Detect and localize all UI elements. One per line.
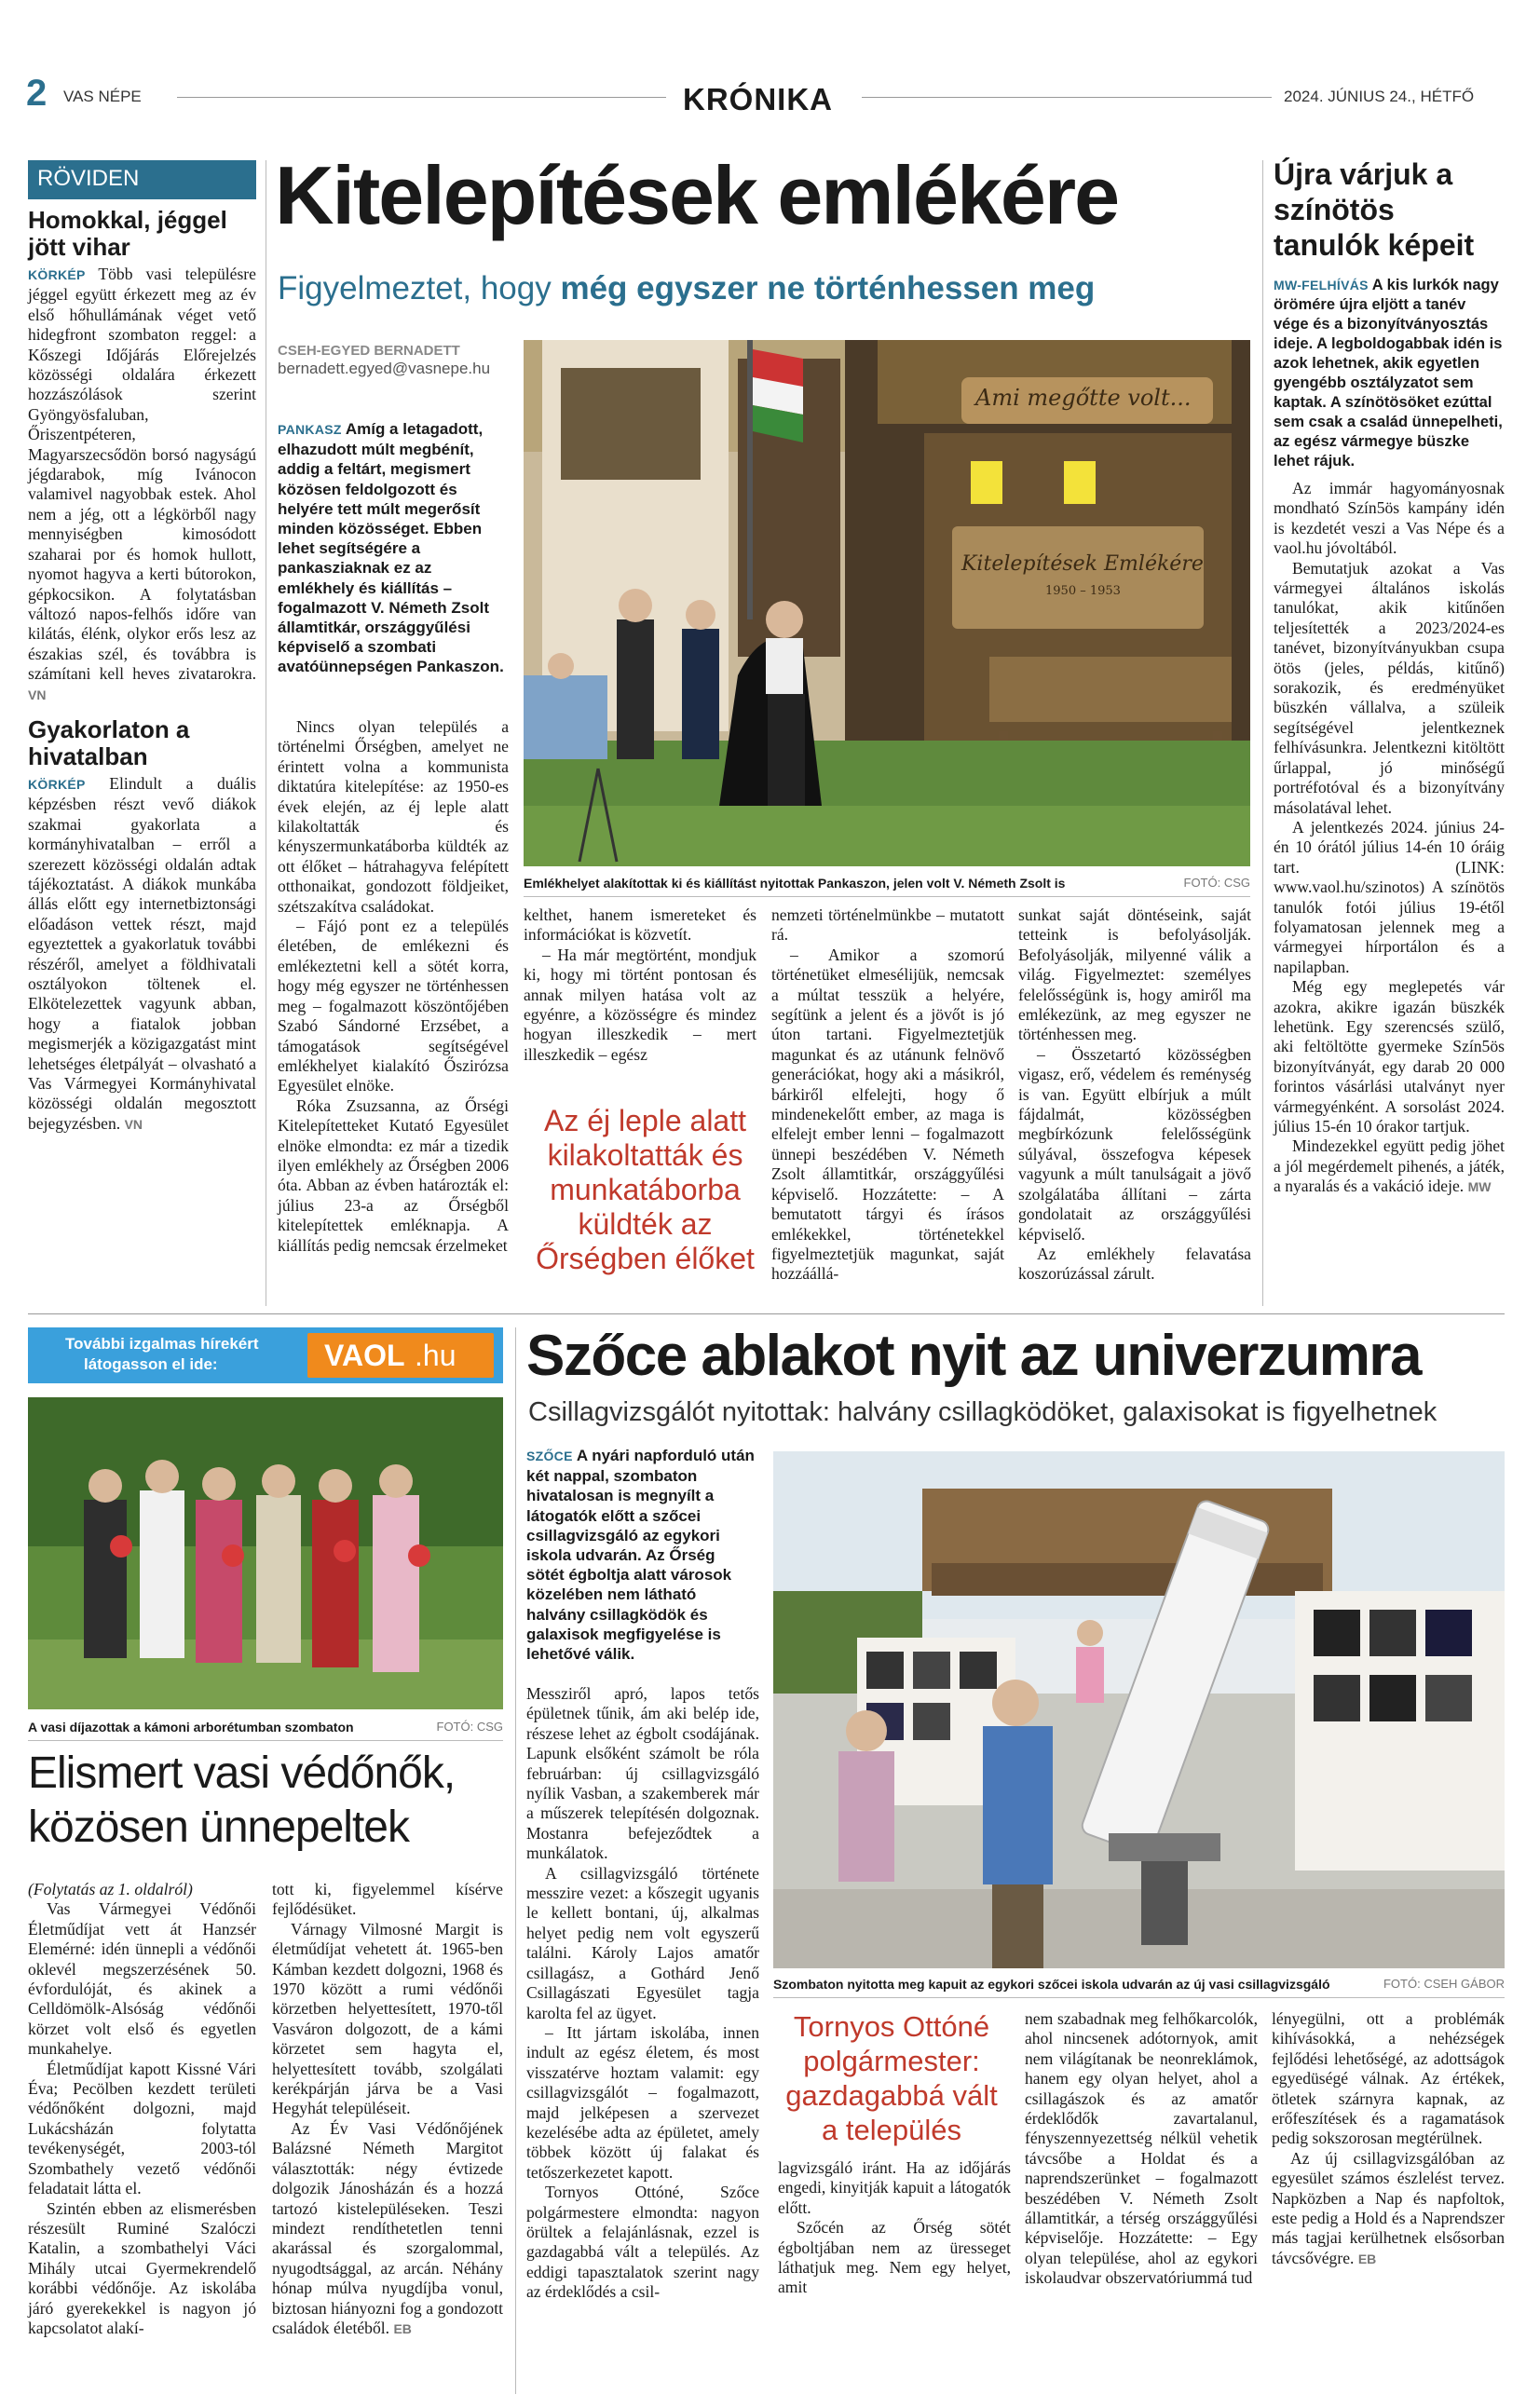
roviden-label: RÖVIDEN xyxy=(28,160,256,199)
author-email: bernadett.egyed@vasnepe.hu xyxy=(278,360,491,377)
sign-poster-1 xyxy=(971,461,1002,504)
vedonok-photo-credit: FOTÓ: CSG xyxy=(436,1720,503,1734)
szoce-photo-caption xyxy=(773,1977,1505,1992)
roviden-text-1 xyxy=(28,265,256,705)
main-col4-p1: sunkat saját döntéseink, saját tetteink is befolyásolják. Befolyásolják, milyenné válik a világ. Figyelmeztet: személyes felelősségünk is, hogy amiről ma emlékezünk, az meg egyszer ne történhessen meg. xyxy=(1018,905,1251,1044)
main-col4 xyxy=(1018,905,1251,1285)
vaol-tld: .hu xyxy=(415,1339,456,1372)
szoce-col1-p3: – Itt jártam iskolába, innen indult az egész életem, és most visszatérve hoztam valamit: egy csillagvizsgálót – fogalmazott, majd jelképesen a szervezet kezelésébe adta az épületet, amely többek között új falakat és tetőszerkezetet kapott. xyxy=(526,2022,759,2182)
main-col2-p1: kelthet, hanem ismereteket és információkat is közvetít. xyxy=(524,905,756,945)
main-col3-p2: – Amikor a szomorú történetüket elmesélijük, nemcsak a múltat tesszük a helyére, segítünk a jelent és a jövőt is jó úton tartani. Figyelmeztetjük magunkat és az utánunk felnövő generációkat, hogy aki a másikról, bárkiről elfelejti, hogy ő mindenekelőtt ember, az maga is elfelejt ember lenni – fogalmazott ünnepi beszédében V. Németh Zsolt államtitkár, országgyűlési képviselő. Hozzátette: – A bemutatott tárgyi és írásos emlékekkel, történetekkel figyelmeztetjük magunkat, saját hozzáállá- xyxy=(771,945,1004,1284)
szoce-photo-credit: FOTÓ: CSEH GÁBOR xyxy=(1383,1977,1505,1991)
vedonok-col1-p1: Vas Vármegyei Védőnői Életműdíjat vett át Hanzsér Elemérné: idén ünnepli a védőnői oklevél megszerzésének 50. évfordulóját, és akinek a Celldömölk-Alsóság védőnői körzet volt első és egyetlen munkahelye. xyxy=(28,1899,256,2059)
main-col2 xyxy=(524,905,756,1065)
szoce-sig: EB xyxy=(1357,2251,1377,2266)
vedonok-col2-p1: tott ki, figyelemmel kísérve fejlődésüket. xyxy=(272,1880,503,1919)
vedonok-col2-p3: Az Év Vasi Védőnőjének Balázsné Németh Margitot választották: négy évtizede dolgozik Jánosházán és a hozzá tartozó kistelepüléseken. Teszi mindezt rendíthetetlen tenni akarással és szorgalommal, nyugodtsággal, az arcán. Néhány hónap múlva nyugdíjba vonul, biztosan hiányozni fog a gondozott családok életéből. xyxy=(272,2118,503,2337)
main-col1-p3: Róka Zsuzsanna, az Őrségi Kitelepítetteket Kutató Egyesület elnöke elmondta: ez már a tizedik ilyen emlékhely az Őrségben 2006 óta. Abban az évben határozták el: július 23-a az Őrségből kitelepítettek emléknapja. A kiállítás pedig nemcsak érzelmeket xyxy=(278,1095,509,1255)
roviden-body-2: Elindult a duális képzésben részt vevő diákok szakmai gyakorlata a kormányhivatalban – erről a szerezett közösségi oldalán adtak tájékoztatást. A diákok munkába állás előtt egy internetbiztonsági előadáson vettek részt, majd egyeztettek a gyakorlatuk további részéről, amelyet a földhivatali osztályokon töltenek el. Elkötelezettek vagyunk abban, hogy a fiatalok jobban megismerjék a közigazgatást mint lehetséges életpályát – olvasható a Vas Vármegyei Kormányhivatal közösségi oldalán megosztott bejegyzésben. xyxy=(28,773,256,1133)
main-col3 xyxy=(771,905,1004,1285)
szoce-col3-p1: nem szabadnak meg felhőkarcolók, ahol nincsenek adótornyok, amit nem világítanak be neonreklámok, hanem egy olyan helyet, ahol a csillagászok és az amatőr érdeklődők zavartalanul, fényszennyezettség nélkül vehetik távcsőbe a Holdat és a naprendszerünket – fogalmazott beszédében V. Németh Zsolt államtitkár, a térség országgyűlési képviselője. Hozzátette: – Egy olyan települése, ahol az egykori iskolaudvar obszervatóriummá tud xyxy=(1025,2009,1258,2288)
main-col1-p1: Nincs olyan település a történelmi Őrségben, amelyet ne érintett volna a kommunista diktatúra kitelepítése: az 1950-es évek elején, az éj leple alatt kilakoltatták és kényszermunkatáborba küldték az ott élőket – hátrahagyva felépített otthonaikat, gondozott földjeiket, szétszakítva családokat. xyxy=(278,717,509,916)
roviden-sig-2: VN xyxy=(124,1116,143,1132)
right-sig: MW xyxy=(1467,1179,1492,1195)
subtitle-bold: még egyszer ne történhessen meg xyxy=(560,270,1096,306)
sign-text-main: Kitelepítések Emlékére xyxy=(961,552,1204,576)
right-col-divider xyxy=(1262,160,1263,1306)
sign-text-top: Ami megőtte volt... xyxy=(975,385,1192,411)
vedonok-caption-text: A vasi díjazottak a kámoni arborétumban szombaton xyxy=(28,1720,354,1735)
page-number: 2 xyxy=(26,73,48,114)
vaol-brand: VAOL xyxy=(324,1339,405,1372)
szoce-kicker: SZŐCE xyxy=(526,1449,573,1463)
szoce-col4 xyxy=(1272,2009,1505,2269)
vedonok-caption-rule xyxy=(28,1740,503,1741)
bottom-divider xyxy=(515,1327,516,2394)
main-kicker: PANKASZ xyxy=(278,422,342,437)
right-p3: A jelentkezés 2024. június 24-én 10 órától július 14-én 10 óráig tart. (LINK: www.vaol.hu/szinotos) A színötös tanulók fotói július 19-étől folyamatosan jelennek meg a vármegyei hírportálon és a napilapban. xyxy=(1274,817,1505,976)
vedonok-col2 xyxy=(272,1880,503,2339)
vaol-banner-text-1: További izgalmas hírekért xyxy=(65,1335,259,1353)
vedonok-title: Elismert vasi védőnők, közösen ünnepeltek xyxy=(28,1748,456,1852)
author-name: CSEH-EGYED BERNADETT xyxy=(278,343,460,359)
vaol-logo[interactable] xyxy=(307,1333,494,1378)
right-p1: Az immár hagyományosnak mondható Szín5ös kampány idén is kezdetét veszi a Vas Népe és a vaol.hu jóvoltából. xyxy=(1274,479,1505,558)
issue-date: 2024. JÚNIUS 24., HÉTFŐ xyxy=(1284,88,1475,105)
main-col4-p2: – Összetartó közösségben vigasz, erő, védelem és reménység is van. Együtt elbírjuk a múlt fájdalmát, közösségben megbírkózunk felelősségünk súlyával, összefogva képesek vagyunk a múlt tanulságait a jövő szolgálatába állítani – zárta gondolatait az országgyűlési képviselő. xyxy=(1018,1044,1251,1244)
sign-years: 1950 – 1953 xyxy=(1045,584,1121,598)
main-photo-caption-text: Emlékhelyet alakítottak ki és kiállítást nyitottak Pankaszon, jelen volt V. Németh Zsolt is xyxy=(524,876,1066,891)
vedonok-col2-p2: Várnagy Vilmosné Margit is életműdíjat vehetett át. 1965-ben Kámban kezdett dolgozni, 1968 és 1970 között a rumi védőnői körzetben helyettesített, 1970-től Vasváron dolgozott, de a kámi körzetet sem hagyta el, helyettesített tovább, szolgálati kerékpárján járva be a Vasi Hegyhát településeit. xyxy=(272,1919,503,2118)
right-article-title: Újra várjuk a színötös tanulók képeit xyxy=(1274,157,1475,262)
szoce-subtitle: Csillagvizsgálót nyitottak: halvány csillagködöket, galaxisokat is figyelhetnek xyxy=(528,1397,1437,1427)
szoce-col2-p2: Szőcén az Őrség sötét égboltjában nem az üresseget láthatjuk meg. Nem egy helyet, amit xyxy=(778,2218,1011,2297)
vedonok-photo-caption xyxy=(28,1720,503,1735)
main-pullquote: Az éj leple alatt kilakoltatták és munkatáborba küldték az Őrségben élőket xyxy=(536,1104,755,1275)
main-col1-p2: – Fájó pont ez a település életében, de emlékezni és emlékeztetni kell a sötét korra, hogy még egyszer ne történhessen meg – fogalmazott köszöntőjében Szabó Sándorné Erzsébet, a támogatások segítségével emlékhelyet kialakító Őszirózsa Egyesület elnöke. xyxy=(278,917,509,1095)
main-article-byline xyxy=(278,343,506,378)
right-p4: Még egy meglepetés vár azokra, akikre igazán büszkék lehetünk. Egy szerencsés szülő, aki feltöltötte gyermeke Szín5ös bizonyítványát, egy darab 20 000 forintos vásárlási utalványt nyer vármegyénként. A sorsolást 2024. július 15-én 10 órakor tartjuk. xyxy=(1274,977,1505,1136)
szoce-caption-rule xyxy=(773,1997,1505,1998)
roviden-body-1: Több vasi településre jéggel együtt érkezett meg az év első hőhullámának véget vető hidegfront szombaton reggel: a Kőszegi Időjárás Előrejelzés közösségi oldalára érkezett hozzászólások szerint Gyöngyösfaluban, Őriszentpéteren, Magyarszecsődön borsó nagyságú jégdarabok, míg Ivánocon valamivel nagyobbak estek. Ahol nem a jég, ott a légkörből nagy mennyiségben kimosódott szaharai por és homok hullott, nyomot hagyva a kerti bútorokon, gépkocsikon. A folytatásban változó napos-felhős időre van kilátás, élénk, olykor erős lesz az északias szél, és továbbra is számítani kell heves zivatarokra. xyxy=(28,265,256,684)
vedonok-col1-p2: Életműdíjat kapott Kissné Vári Éva; Pecölben kezdett területi védőnőként dolgozni, majd Lukácsházán folytatta tevékenységét, 2003-tól Szombathely vezető védőnői feladatait látta el. xyxy=(28,2059,256,2198)
main-article-title: Kitelepítések emlékére xyxy=(275,149,1119,241)
right-p5: Mindezekkel együtt pedig jöhet a jól megérdemelt pihenés, a játék, a nyaralás és a vakáció ideje. xyxy=(1274,1136,1505,1196)
vedonok-col1-p3: Szintén ebben az elismerésben részesült Ruminé Szalóczi Katalin, a szombathelyi Váci Mihály utcai Gyermekrendelő korábbi védőnője. Az iskolába járó gyerekekkel is nagyon jó kapcsolatot alakí- xyxy=(28,2198,256,2337)
roviden-column xyxy=(28,160,256,1306)
right-article xyxy=(1274,156,1505,1198)
main-col1 xyxy=(278,717,509,1256)
szoce-col2 xyxy=(778,2158,1011,2298)
szoce-lead-text: A nyári napforduló után két nappal, szombaton hivatalosan is megnyílt a látogatók előtt a szőcei csillagvizsgáló az egykori iskola udvarán. Az Őrség sötét égboltja alatt városok közelében nem látható halvány csillagködök és galaxisok megfigyelése is lehetővé válik. xyxy=(526,1447,755,1664)
header-rule-left xyxy=(177,97,666,98)
roviden-text-2 xyxy=(28,774,256,1135)
roviden-kicker-1: KÖRKÉP xyxy=(28,267,86,282)
szoce-photo xyxy=(773,1451,1505,1968)
szoce-col1-p2: A csillagvizsgáló története messzire vezet: a kőszegit ugyanis le kellett bontani, új, alkalmas helyet pedig nem volt egyszerű találni. Károly Lajos amatőr csillagász, a Gothárd Jenő Csillagászati Egyesület tagja karolta fel az ügyet. xyxy=(526,1863,759,2022)
main-col2-p2: – Ha már megtörtént, mondjuk ki, hogy mi történt pontosan és annak milyen hatása volt az egyénre, a közösségre és mindez hogyan illeszkedik – mert illeszkedik – egész xyxy=(524,945,756,1064)
szoce-title: Szőce ablakot nyit az univerzumra xyxy=(526,1324,1422,1388)
page-header xyxy=(0,0,1526,116)
right-kicker: MW-FELHÍVÁS xyxy=(1274,278,1369,292)
szoce-col3 xyxy=(1025,2009,1258,2289)
main-article-subtitle xyxy=(278,270,1265,307)
szoce-col4-p2: Az új csillagvizsgálóban az egyesület számos észlelést tervez. Napközben a Nap és napfoltok, este pedig a Hold és a Naprendszer más tagjai kerülhetnek elsősorban távcsővégre. xyxy=(1272,2148,1505,2267)
main-photo-caption xyxy=(524,876,1250,891)
main-article-lead xyxy=(278,419,509,677)
szoce-lead xyxy=(526,1446,755,1664)
header-rule-right xyxy=(862,97,1272,98)
main-lead-text: Amíg a letagadott, elhazudott múlt megbénít, addig a feltárt, megismert közösen feldolgozott és helyére tett múlt megerősít minden közösséget. Ebben lehet segítségére a pankasziaknak ez az emlékhely és kiállítás – fogalmazott V. Németh Zsolt államtitkár, országgyűlési képviselő a szombati avatóünnepségen Pankaszon. xyxy=(278,420,504,676)
roviden-title-1: Homokkal, jéggel jött vihar xyxy=(28,206,227,261)
szoce-col4-p1: lényegülni, ott a problémák kihívásokká, a nehézségek fejlődési lehetőségé, az adottságok egyedüségé válnak. Az értékek, ötletek szárnyra kapnak, az erőfeszítések és a ragamatások pedig sokszorosan megtérülnek. xyxy=(1272,2009,1505,2148)
caption-rule xyxy=(524,896,1250,897)
sign-poster-2 xyxy=(1064,461,1096,504)
roviden-title-2: Gyakorlaton a hivatalban xyxy=(28,714,190,770)
roviden-kicker-2: KÖRKÉP xyxy=(28,776,86,792)
szoce-col1-p1: Messziről apró, lapos tetős épületnek tűnik, ám aki belép ide, részese lehet az égbolt csodájának. Lapunk elsőként számolt be róla februárban: új csillagvizsgáló nyílik Vasban, a szakemberek már a műszerek telepítésén dolgoznak. Mostanra befejeződtek a munkálatok. xyxy=(526,1684,759,1863)
vedonok-col1 xyxy=(28,1880,256,2338)
vedonok-sig: EB xyxy=(393,2320,412,2336)
main-col4-p3: Az emlékhely felavatása koszorúzással zárult. xyxy=(1018,1244,1251,1284)
vaol-banner[interactable] xyxy=(28,1327,503,1383)
vaol-banner-text-2: látogasson el ide: xyxy=(84,1355,218,1373)
paper-name: VAS NÉPE xyxy=(63,88,142,105)
subtitle-plain: Figyelmeztet, hogy xyxy=(278,270,561,306)
szoce-pullquote: Tornyos Ottóné polgármester: gazdagabbá vált a település xyxy=(785,2010,998,2146)
right-p2: Bemutatjuk azokat a Vas vármegyei általános iskolás tanulókat, akik kitűnően teljesítették a 2023/2024-es tanévet, bizonyítványukban csupa ötös (jeles, példás, kitűnő) sorakozik, és eredményüket büszkén vállalva, a szüleik segítségével jelentkeznek felhívásunkra. Jelentkezni kitöltött űrlappal, jó minőségű portréfotóval és a bizonyítvány másolatával lehet. xyxy=(1274,558,1505,817)
main-photo-credit: FOTÓ: CSG xyxy=(1183,876,1250,890)
mid-page-rule xyxy=(28,1313,1505,1314)
vedonok-photo xyxy=(28,1397,503,1709)
szoce-col1 xyxy=(526,1684,759,2303)
szoce-col2-p1: lagvizsgáló iránt. Ha az időjárás engedi, kinyitják kapuit a látogatók előtt. xyxy=(778,2158,1011,2217)
right-lead-text: A kis lurkók nagy örömére újra eljött a tanév vége és a bizonyítványosztás ideje. A legboldogabbak idén is azok lehetnek, akik egyetlen gyengébb osztályzatot sem kaptak. A színötösöket ezúttal sem csak a család ünnepelheti, az egész vármegye büszke lehet rájuk. xyxy=(1274,277,1503,469)
right-article-lead xyxy=(1274,276,1505,471)
roviden-sig-1: VN xyxy=(28,687,47,702)
right-article-body xyxy=(1274,479,1505,1198)
szoce-col1-p4: Tornyos Ottóné, Szőce polgármestere elmondta: nagyon örültek a felajánlásnak, ezzel is gazdagabbá vált a település. Az eddigi tapasztalatok szerint nagy az érdeklődés a csil- xyxy=(526,2183,759,2302)
main-photo xyxy=(524,340,1250,866)
section-title: KRÓNIKA xyxy=(683,82,833,116)
main-col3-p1: nemzeti történelmünkbe – mutatott rá. xyxy=(771,905,1004,945)
vedonok-continued: (Folytatás az 1. oldalról) xyxy=(28,1880,193,1898)
szoce-caption-text: Szombaton nyitotta meg kapuit az egykori szőcei iskola udvarán az új vasi csillagvizsgáló xyxy=(773,1977,1330,1992)
